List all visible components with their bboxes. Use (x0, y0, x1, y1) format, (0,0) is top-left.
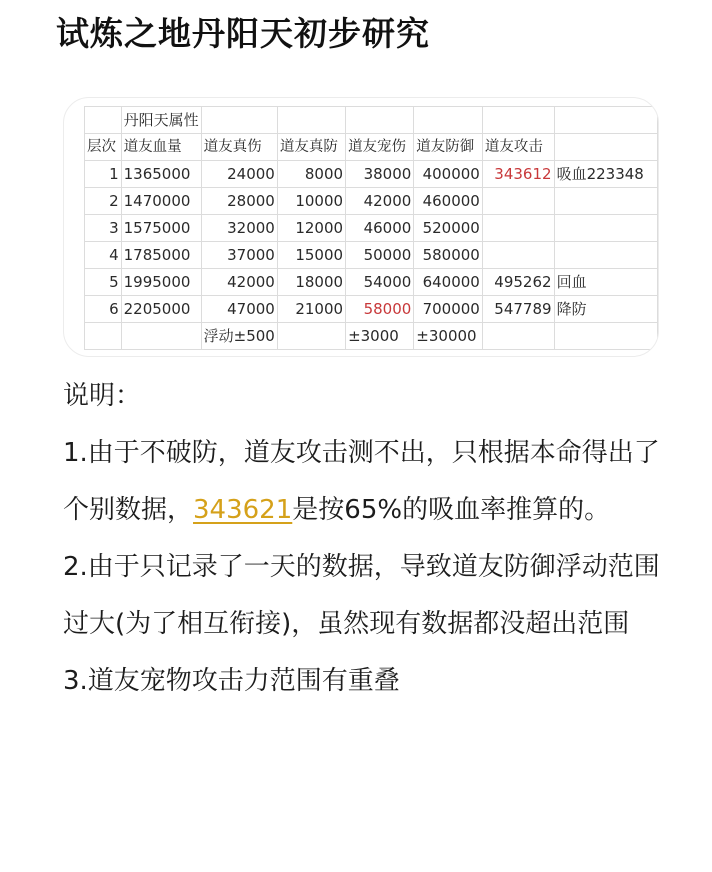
table-cell: 1995000 (121, 269, 201, 296)
table-cell: 8000 (277, 161, 345, 188)
table-cell: 4 (85, 242, 122, 269)
note-text: 1.由于不破防，道友攻击测不出，只根据本命得出了个别数据， (63, 438, 660, 525)
table-cell (554, 323, 657, 350)
table-cell: 21000 (277, 296, 345, 323)
table-cell: 38000 (346, 161, 414, 188)
table-cell: 6 (85, 296, 122, 323)
table-cell: 400000 (414, 161, 483, 188)
table-cell: 15000 (277, 242, 345, 269)
table-cell: 回血 (554, 269, 657, 296)
table-cell: 10000 (277, 188, 345, 215)
table-cell: 32000 (201, 215, 277, 242)
table-cell: 700000 (414, 296, 483, 323)
header-cell: 道友攻击 (482, 134, 554, 161)
table-cell: 2 (85, 188, 122, 215)
table-cell: 42000 (346, 188, 414, 215)
note-item-2: 2.由于只记录了一天的数据，导致道友防御浮动范围过大(为了相互衔接)，虽然现有数据都没超出范围 (63, 552, 660, 639)
note-item-1 (63, 425, 673, 539)
note-text: 是按65%的吸血率推算的。 (292, 495, 611, 525)
table-cell: 460000 (414, 188, 483, 215)
table-cell: 2205000 (121, 296, 201, 323)
table-cell: 495262 (482, 269, 554, 296)
table-cell: 520000 (414, 215, 483, 242)
table-cell (554, 188, 657, 215)
table-cell: 1470000 (121, 188, 201, 215)
header-cell (554, 134, 657, 161)
table-row (85, 296, 658, 323)
attribute-table (84, 106, 658, 350)
table-cell: 5 (85, 269, 122, 296)
table-cell-highlight: 343612 (482, 161, 554, 188)
table-cell: 37000 (201, 242, 277, 269)
table-cell: 1365000 (121, 161, 201, 188)
table-cell: 640000 (414, 269, 483, 296)
header-cell: 道友宠伤 (346, 134, 414, 161)
table-cell: 46000 (346, 215, 414, 242)
table-cell: 12000 (277, 215, 345, 242)
float-range-cell: ±30000 (414, 323, 483, 350)
table-header-row (85, 134, 658, 161)
table-cell (482, 215, 554, 242)
table-row (85, 242, 658, 269)
table-footer-row (85, 323, 658, 350)
table-cell (482, 242, 554, 269)
table-cell (554, 242, 657, 269)
table-caption-row (85, 107, 658, 134)
table-cell (85, 323, 122, 350)
header-cell: 道友防御 (414, 134, 483, 161)
table-cell: 1575000 (121, 215, 201, 242)
table-cell: 24000 (201, 161, 277, 188)
table-cell: 28000 (201, 188, 277, 215)
table-cell: 42000 (201, 269, 277, 296)
table-cell (277, 323, 345, 350)
table-cell: 1785000 (121, 242, 201, 269)
table-row (85, 188, 658, 215)
header-cell: 层次 (85, 134, 122, 161)
table-cell: 54000 (346, 269, 414, 296)
value-link[interactable]: 343621 (193, 495, 293, 525)
table-cell: 18000 (277, 269, 345, 296)
table-cell (482, 188, 554, 215)
table-cell: 50000 (346, 242, 414, 269)
float-range-cell: ±3000 (346, 323, 414, 350)
header-cell: 道友血量 (121, 134, 201, 161)
page-title: 试炼之地丹阳天初步研究 (56, 14, 430, 53)
table-cell: 吸血223348 (554, 161, 657, 188)
table-cell: 47000 (201, 296, 277, 323)
notes-section (63, 368, 673, 710)
table-cell (554, 215, 657, 242)
table-cell: 3 (85, 215, 122, 242)
note-item-3: 3.道友宠物攻击力范围有重叠 (63, 666, 400, 696)
table-cell: 580000 (414, 242, 483, 269)
spreadsheet-image (63, 97, 659, 357)
table-cell (121, 323, 201, 350)
table-row (85, 269, 658, 296)
float-range-cell: 浮动±500 (201, 323, 277, 350)
header-cell: 道友真伤 (201, 134, 277, 161)
table-cell: 547789 (482, 296, 554, 323)
table-cell: 降防 (554, 296, 657, 323)
table-cell: 1 (85, 161, 122, 188)
table-cell (482, 323, 554, 350)
header-cell: 道友真防 (277, 134, 345, 161)
table-row (85, 161, 658, 188)
table-row (85, 215, 658, 242)
table-cell-highlight: 58000 (346, 296, 414, 323)
table-caption: 丹阳天属性 (121, 107, 201, 134)
notes-heading: 说明： (63, 381, 142, 411)
